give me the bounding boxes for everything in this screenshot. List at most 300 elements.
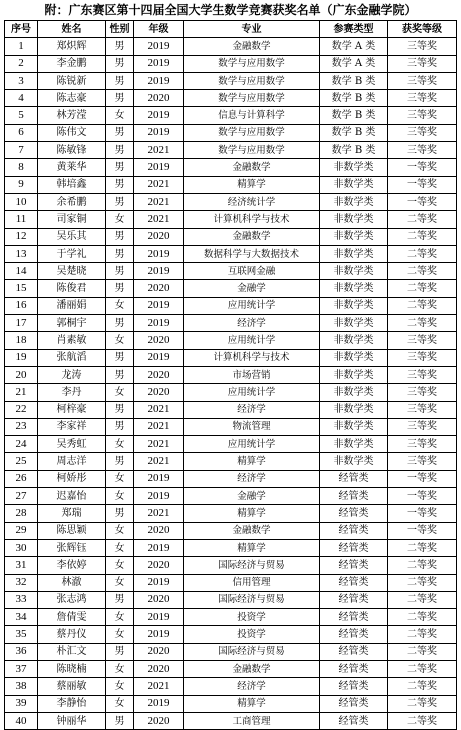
- cell-award: 二等奖: [388, 297, 457, 314]
- cell-gender: 女: [106, 678, 134, 695]
- table-row: [5, 124, 457, 141]
- table-row: [5, 436, 457, 453]
- cell-award: 二等奖: [388, 574, 457, 591]
- cell-index: 30: [5, 539, 38, 556]
- header-award: 获奖等级: [388, 21, 457, 38]
- cell-name: 林芳滢: [38, 107, 106, 124]
- cell-name: 肖素敏: [38, 332, 106, 349]
- cell-gender: 男: [106, 72, 134, 89]
- cell-award: 三等奖: [388, 142, 457, 159]
- cell-major: 信用管理: [184, 574, 320, 591]
- cell-award: 二等奖: [388, 643, 457, 660]
- cell-award: 三等奖: [388, 38, 457, 55]
- cell-major: 市场营销: [184, 366, 320, 383]
- cell-name: 李家祥: [38, 418, 106, 435]
- cell-major: 精算学: [184, 176, 320, 193]
- cell-name: 蔡丹仪: [38, 626, 106, 643]
- cell-year: 2021: [134, 436, 184, 453]
- header-major: 专业: [184, 21, 320, 38]
- cell-gender: 女: [106, 574, 134, 591]
- cell-index: 10: [5, 193, 38, 210]
- cell-gender: 男: [106, 38, 134, 55]
- cell-index: 31: [5, 557, 38, 574]
- table-row: [5, 55, 457, 72]
- cell-gender: 女: [106, 211, 134, 228]
- cell-award: 一等奖: [388, 159, 457, 176]
- cell-major: 物流管理: [184, 418, 320, 435]
- cell-gender: 男: [106, 505, 134, 522]
- cell-name: 于学礼: [38, 245, 106, 262]
- cell-major: 应用统计学: [184, 297, 320, 314]
- cell-name: 潘丽娟: [38, 297, 106, 314]
- cell-index: 3: [5, 72, 38, 89]
- cell-index: 11: [5, 211, 38, 228]
- cell-year: 2019: [134, 159, 184, 176]
- cell-year: 2021: [134, 193, 184, 210]
- cell-major: 计算机科学与技术: [184, 211, 320, 228]
- cell-gender: 男: [106, 124, 134, 141]
- table-row: [5, 609, 457, 626]
- cell-major: 精算学: [184, 695, 320, 712]
- table-row: [5, 349, 457, 366]
- cell-year: 2020: [134, 280, 184, 297]
- cell-type: 经管类: [320, 660, 388, 677]
- table-row: [5, 626, 457, 643]
- cell-year: 2019: [134, 55, 184, 72]
- cell-name: 郭桐宇: [38, 315, 106, 332]
- cell-award: 三等奖: [388, 90, 457, 107]
- cell-major: 信息与计算科学: [184, 107, 320, 124]
- cell-name: 张辉钰: [38, 539, 106, 556]
- cell-name: 吴乐其: [38, 228, 106, 245]
- cell-type: 经管类: [320, 591, 388, 608]
- table-row: [5, 280, 457, 297]
- cell-major: 互联网金融: [184, 263, 320, 280]
- table-row: [5, 643, 457, 660]
- cell-gender: 男: [106, 315, 134, 332]
- cell-year: 2019: [134, 695, 184, 712]
- cell-year: 2019: [134, 245, 184, 262]
- cell-name: 张志鸿: [38, 591, 106, 608]
- cell-type: 非数学类: [320, 263, 388, 280]
- cell-year: 2019: [134, 263, 184, 280]
- table-row: [5, 695, 457, 712]
- cell-major: 国际经济与贸易: [184, 557, 320, 574]
- cell-year: 2019: [134, 626, 184, 643]
- cell-name: 李金鹏: [38, 55, 106, 72]
- cell-gender: 男: [106, 245, 134, 262]
- cell-award: 一等奖: [388, 522, 457, 539]
- table-row: [5, 591, 457, 608]
- cell-major: 投资学: [184, 609, 320, 626]
- cell-type: 经管类: [320, 539, 388, 556]
- cell-gender: 男: [106, 366, 134, 383]
- cell-major: 数学与应用数学: [184, 124, 320, 141]
- table-row: [5, 90, 457, 107]
- cell-major: 金融数学: [184, 522, 320, 539]
- cell-award: 二等奖: [388, 695, 457, 712]
- cell-gender: 女: [106, 384, 134, 401]
- cell-major: 经济统计学: [184, 193, 320, 210]
- cell-year: 2019: [134, 574, 184, 591]
- cell-major: 经济学: [184, 315, 320, 332]
- cell-index: 39: [5, 695, 38, 712]
- cell-award: 二等奖: [388, 660, 457, 677]
- cell-major: 国际经济与贸易: [184, 591, 320, 608]
- cell-year: 2021: [134, 505, 184, 522]
- cell-gender: 女: [106, 539, 134, 556]
- cell-name: 李静怡: [38, 695, 106, 712]
- cell-gender: 女: [106, 557, 134, 574]
- cell-name: 司家铜: [38, 211, 106, 228]
- cell-award: 三等奖: [388, 124, 457, 141]
- cell-gender: 男: [106, 643, 134, 660]
- cell-major: 金融数学: [184, 159, 320, 176]
- cell-name: 龙涛: [38, 366, 106, 383]
- cell-type: 经管类: [320, 626, 388, 643]
- cell-year: 2021: [134, 401, 184, 418]
- cell-index: 18: [5, 332, 38, 349]
- table-row: [5, 401, 457, 418]
- cell-award: 二等奖: [388, 626, 457, 643]
- cell-type: 非数学类: [320, 332, 388, 349]
- cell-year: 2021: [134, 453, 184, 470]
- cell-index: 15: [5, 280, 38, 297]
- header-row: [5, 21, 457, 38]
- cell-gender: 男: [106, 418, 134, 435]
- table-row: [5, 159, 457, 176]
- cell-index: 40: [5, 712, 38, 729]
- cell-award: 三等奖: [388, 72, 457, 89]
- cell-award: 二等奖: [388, 263, 457, 280]
- cell-major: 应用统计学: [184, 436, 320, 453]
- cell-award: 三等奖: [388, 384, 457, 401]
- cell-index: 37: [5, 660, 38, 677]
- table-row: [5, 470, 457, 487]
- cell-index: 14: [5, 263, 38, 280]
- table-row: [5, 557, 457, 574]
- cell-award: 三等奖: [388, 418, 457, 435]
- cell-gender: 男: [106, 591, 134, 608]
- cell-index: 12: [5, 228, 38, 245]
- cell-type: 非数学类: [320, 401, 388, 418]
- cell-award: 三等奖: [388, 55, 457, 72]
- cell-year: 2021: [134, 176, 184, 193]
- cell-index: 29: [5, 522, 38, 539]
- cell-major: 数学与应用数学: [184, 72, 320, 89]
- cell-award: 二等奖: [388, 228, 457, 245]
- table-row: [5, 211, 457, 228]
- cell-major: 投资学: [184, 626, 320, 643]
- cell-major: 金融学: [184, 280, 320, 297]
- table-row: [5, 228, 457, 245]
- cell-type: 非数学类: [320, 245, 388, 262]
- header-index: 序号: [5, 21, 38, 38]
- cell-year: 2020: [134, 384, 184, 401]
- table-row: [5, 539, 457, 556]
- cell-gender: 女: [106, 660, 134, 677]
- cell-index: 32: [5, 574, 38, 591]
- cell-name: 迟嘉怡: [38, 488, 106, 505]
- cell-index: 5: [5, 107, 38, 124]
- cell-year: 2020: [134, 557, 184, 574]
- cell-year: 2019: [134, 72, 184, 89]
- table-row: [5, 332, 457, 349]
- cell-index: 16: [5, 297, 38, 314]
- cell-name: 李依婷: [38, 557, 106, 574]
- cell-index: 2: [5, 55, 38, 72]
- cell-year: 2021: [134, 678, 184, 695]
- header-gender: 性别: [106, 21, 134, 38]
- cell-award: 二等奖: [388, 712, 457, 729]
- cell-index: 20: [5, 366, 38, 383]
- cell-name: 吴秀虹: [38, 436, 106, 453]
- cell-index: 21: [5, 384, 38, 401]
- cell-index: 33: [5, 591, 38, 608]
- cell-award: 三等奖: [388, 436, 457, 453]
- cell-type: 非数学类: [320, 315, 388, 332]
- cell-award: 二等奖: [388, 245, 457, 262]
- cell-type: 非数学类: [320, 159, 388, 176]
- cell-major: 数学与应用数学: [184, 142, 320, 159]
- cell-major: 数学与应用数学: [184, 90, 320, 107]
- cell-type: 经管类: [320, 678, 388, 695]
- cell-gender: 男: [106, 193, 134, 210]
- table-header: [5, 21, 457, 38]
- cell-year: 2019: [134, 470, 184, 487]
- cell-index: 26: [5, 470, 38, 487]
- cell-gender: 男: [106, 228, 134, 245]
- cell-award: 三等奖: [388, 453, 457, 470]
- cell-gender: 男: [106, 280, 134, 297]
- cell-index: 23: [5, 418, 38, 435]
- table-row: [5, 660, 457, 677]
- cell-index: 36: [5, 643, 38, 660]
- cell-major: 经济学: [184, 470, 320, 487]
- cell-award: 三等奖: [388, 401, 457, 418]
- table-row: [5, 263, 457, 280]
- cell-year: 2019: [134, 107, 184, 124]
- cell-type: 经管类: [320, 643, 388, 660]
- cell-index: 28: [5, 505, 38, 522]
- cell-name: 钟丽华: [38, 712, 106, 729]
- cell-major: 金融数学: [184, 228, 320, 245]
- cell-major: 数据科学与大数据技术: [184, 245, 320, 262]
- table-row: [5, 107, 457, 124]
- cell-name: 朴汇文: [38, 643, 106, 660]
- cell-index: 24: [5, 436, 38, 453]
- cell-award: 一等奖: [388, 193, 457, 210]
- cell-award: 三等奖: [388, 349, 457, 366]
- cell-name: 陈志豪: [38, 90, 106, 107]
- cell-award: 二等奖: [388, 539, 457, 556]
- cell-year: 2020: [134, 366, 184, 383]
- cell-name: 林澈: [38, 574, 106, 591]
- cell-type: 非数学类: [320, 349, 388, 366]
- cell-index: 17: [5, 315, 38, 332]
- cell-name: 陈思颖: [38, 522, 106, 539]
- cell-year: 2019: [134, 315, 184, 332]
- cell-type: 经管类: [320, 557, 388, 574]
- table-row: [5, 488, 457, 505]
- table-row: [5, 453, 457, 470]
- cell-type: 非数学类: [320, 280, 388, 297]
- table-row: [5, 72, 457, 89]
- table-row: [5, 678, 457, 695]
- cell-gender: 男: [106, 712, 134, 729]
- cell-award: 二等奖: [388, 211, 457, 228]
- cell-year: 2019: [134, 297, 184, 314]
- cell-year: 2019: [134, 488, 184, 505]
- cell-index: 25: [5, 453, 38, 470]
- cell-award: 二等奖: [388, 678, 457, 695]
- cell-gender: 男: [106, 453, 134, 470]
- cell-name: 韩培鑫: [38, 176, 106, 193]
- document-title: 附：广东赛区第十四届全国大学生数学竞赛获奖名单（广东金融学院）: [44, 3, 417, 17]
- cell-major: 计算机科学与技术: [184, 349, 320, 366]
- cell-gender: 女: [106, 522, 134, 539]
- cell-award: 一等奖: [388, 505, 457, 522]
- cell-index: 13: [5, 245, 38, 262]
- cell-name: 柯梓豪: [38, 401, 106, 418]
- cell-index: 7: [5, 142, 38, 159]
- table-row: [5, 574, 457, 591]
- cell-year: 2019: [134, 539, 184, 556]
- cell-gender: 男: [106, 55, 134, 72]
- cell-type: 非数学类: [320, 193, 388, 210]
- cell-year: 2021: [134, 142, 184, 159]
- cell-major: 工商管理: [184, 712, 320, 729]
- cell-major: 精算学: [184, 453, 320, 470]
- cell-year: 2020: [134, 660, 184, 677]
- cell-award: 一等奖: [388, 176, 457, 193]
- cell-gender: 男: [106, 159, 134, 176]
- cell-major: 国际经济与贸易: [184, 643, 320, 660]
- table-body: [5, 38, 457, 730]
- cell-gender: 女: [106, 332, 134, 349]
- cell-award: 一等奖: [388, 488, 457, 505]
- cell-year: 2019: [134, 349, 184, 366]
- cell-year: 2021: [134, 211, 184, 228]
- cell-major: 金融学: [184, 488, 320, 505]
- cell-year: 2020: [134, 643, 184, 660]
- cell-type: 经管类: [320, 522, 388, 539]
- cell-name: 黄莱华: [38, 159, 106, 176]
- cell-year: 2019: [134, 124, 184, 141]
- cell-type: 非数学类: [320, 418, 388, 435]
- cell-name: 余希鹏: [38, 193, 106, 210]
- table-row: [5, 176, 457, 193]
- cell-gender: 女: [106, 626, 134, 643]
- cell-gender: 男: [106, 401, 134, 418]
- cell-type: 非数学类: [320, 297, 388, 314]
- table-row: [5, 193, 457, 210]
- cell-type: 经管类: [320, 712, 388, 729]
- cell-index: 6: [5, 124, 38, 141]
- table-row: [5, 315, 457, 332]
- table-row: [5, 712, 457, 729]
- cell-gender: 男: [106, 349, 134, 366]
- cell-major: 经济学: [184, 401, 320, 418]
- cell-type: 非数学类: [320, 453, 388, 470]
- cell-year: 2020: [134, 522, 184, 539]
- cell-year: 2019: [134, 609, 184, 626]
- cell-name: 陈锐新: [38, 72, 106, 89]
- cell-name: 周志洋: [38, 453, 106, 470]
- table-row: [5, 142, 457, 159]
- awards-table: [4, 20, 457, 730]
- cell-index: 4: [5, 90, 38, 107]
- cell-year: 2020: [134, 712, 184, 729]
- table-row: [5, 522, 457, 539]
- cell-major: 金融数学: [184, 38, 320, 55]
- header-year: 年级: [134, 21, 184, 38]
- cell-name: 陈伟文: [38, 124, 106, 141]
- cell-type: 经管类: [320, 609, 388, 626]
- cell-award: 三等奖: [388, 366, 457, 383]
- header-name: 姓名: [38, 21, 106, 38]
- table-row: [5, 297, 457, 314]
- table-row: [5, 505, 457, 522]
- cell-name: 陈敏锋: [38, 142, 106, 159]
- cell-award: 二等奖: [388, 280, 457, 297]
- cell-name: 蔡丽敏: [38, 678, 106, 695]
- cell-major: 精算学: [184, 505, 320, 522]
- cell-name: 陈晓楠: [38, 660, 106, 677]
- cell-index: 1: [5, 38, 38, 55]
- cell-name: 詹倩雯: [38, 609, 106, 626]
- cell-type: 数学 B 类: [320, 72, 388, 89]
- cell-name: 吴楚晓: [38, 263, 106, 280]
- cell-year: 2019: [134, 38, 184, 55]
- cell-major: 应用统计学: [184, 384, 320, 401]
- cell-year: 2020: [134, 591, 184, 608]
- cell-type: 经管类: [320, 488, 388, 505]
- cell-type: 数学 B 类: [320, 90, 388, 107]
- cell-major: 数学与应用数学: [184, 55, 320, 72]
- cell-type: 经管类: [320, 470, 388, 487]
- cell-award: 三等奖: [388, 332, 457, 349]
- cell-index: 19: [5, 349, 38, 366]
- cell-type: 非数学类: [320, 176, 388, 193]
- cell-index: 27: [5, 488, 38, 505]
- cell-type: 经管类: [320, 695, 388, 712]
- cell-gender: 男: [106, 263, 134, 280]
- cell-type: 非数学类: [320, 436, 388, 453]
- cell-gender: 男: [106, 90, 134, 107]
- table-row: [5, 418, 457, 435]
- cell-major: 应用统计学: [184, 332, 320, 349]
- cell-gender: 女: [106, 297, 134, 314]
- cell-type: 非数学类: [320, 228, 388, 245]
- cell-gender: 男: [106, 142, 134, 159]
- table-row: [5, 245, 457, 262]
- table-row: [5, 384, 457, 401]
- cell-type: 非数学类: [320, 366, 388, 383]
- cell-type: 数学 A 类: [320, 38, 388, 55]
- cell-year: 2020: [134, 228, 184, 245]
- cell-type: 数学 A 类: [320, 55, 388, 72]
- cell-index: 38: [5, 678, 38, 695]
- header-type: 参赛类型: [320, 21, 388, 38]
- cell-name: 李丹: [38, 384, 106, 401]
- cell-type: 数学 B 类: [320, 142, 388, 159]
- cell-year: 2020: [134, 90, 184, 107]
- cell-award: 三等奖: [388, 107, 457, 124]
- cell-name: 陈俊君: [38, 280, 106, 297]
- cell-type: 经管类: [320, 505, 388, 522]
- cell-index: 35: [5, 626, 38, 643]
